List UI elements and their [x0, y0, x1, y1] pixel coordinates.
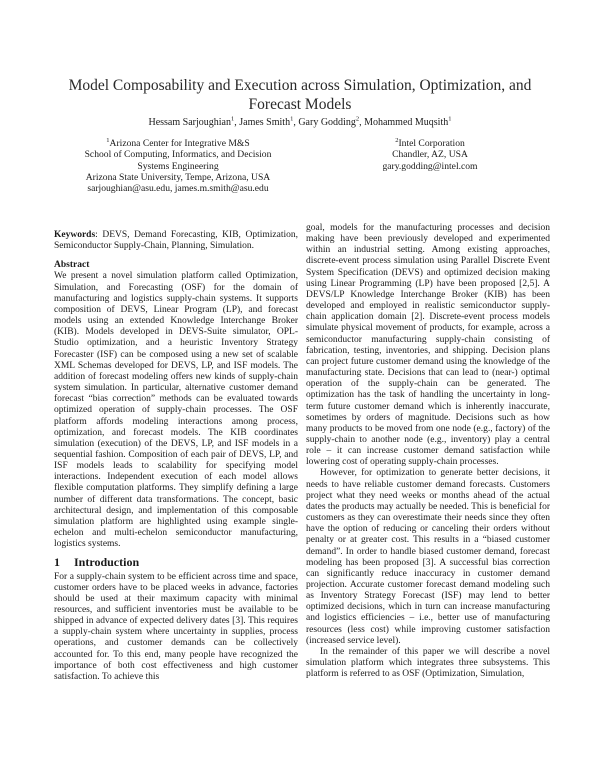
keywords-text: : DEVS, Demand Forecasting, KIB, Optimization, Semiconductor Supply-Chain, Planning, Simulation.	[54, 230, 298, 252]
affiliation-mark: 2	[355, 115, 360, 123]
affiliation-line: Chandler, AZ, USA	[392, 149, 468, 161]
intro-paragraph-continued: goal, models for the manufacturing processes and decision making have been previously developed and experimented within an industrial setting. Among existing approaches, discrete-event process simulation using Parallel Discrete Event System Specification (DEVS) and optimized decision making using Linear Programming (LP) have been proposed [2,5]. A DEVS/LP Knowledge Interchange Broker (KIB) has been developed and employed in realistic semiconductor supply-chain application domain [2]. Discrete-event process models simulate physical movement of products, for example, across a semiconductor manufacturing supply-chain consisting of fabrication, testing, inventories, and shipping. Decision plans can project future customer demand using the knowledge of the manufacturing state. Decisions that can lead to (near-) optimal operation of the supply-chain can be generated. The optimization has the task of handling the uncertainty in long-term future customer demand which is inherently inaccurate, sometimes by orders of magnitude. Decisions such as how many products to be moved from one node (e.g., factory) of the supply-chain to another node (e.g., inventory) play a central role – it can increase customer demand satisfaction while lowering cost of operating supply-chain processes.	[306, 223, 550, 468]
author-separator: ,	[359, 117, 365, 128]
affiliation-mark: 1	[106, 136, 110, 144]
section-heading	[54, 557, 298, 568]
affiliation-line: Systems Engineering	[137, 160, 219, 172]
abstract-heading: Abstract	[54, 260, 90, 271]
author-name: Gary Godding	[298, 117, 356, 128]
section-number: 1	[54, 555, 60, 570]
author-name: Hessam Sarjoughian	[148, 117, 231, 128]
affiliation-asu	[62, 138, 294, 194]
keywords	[54, 230, 298, 252]
right-column	[306, 223, 550, 680]
affiliation-mark: 2	[395, 136, 399, 144]
author-separator: ,	[234, 117, 240, 128]
affiliation-mark: 1	[230, 115, 235, 123]
affiliation-intel	[330, 138, 530, 172]
keywords-label: Keywords	[54, 230, 96, 240]
affiliation-line: Arizona Center for Integrative M&S	[109, 138, 250, 149]
intro-paragraph: However, for optimization to generate better decisions, it needs to have reliable customer demand forecasts. Customers project what they need weeks or months ahead of the actual dates the products may actually be needed. This is beneficial for customers as they can overestimate their needs since they often have the option of reducing or canceling their orders without penalty or at greater cost. This results in a “biased customer demand”. In order to handle biased customer demand, forecast modeling has been proposed [3]. A successful bias correction can significantly reduce inaccuracy in customer demand projection. Accurate customer forecast demand modeling such as Inventory Strategy Forecast (ISF) may lend to better optimized decisions, which in turn can increase manufacturing and logistics efficiencies – i.e., better use of manufacturing resources (less cost) while improving customer satisfaction (increased service level).	[306, 468, 550, 646]
author-list	[40, 117, 560, 129]
affiliation-email: sarjoughian@asu.edu, james.m.smith@asu.edu	[87, 183, 269, 195]
paper-title: Model Composability and Execution across Simulation, Optimization, and Forecast Models	[68, 77, 532, 113]
affiliation-line: Intel Corporation	[398, 138, 465, 149]
intro-paragraph: In the remainder of this paper we will describe a novel simulation platform which integrates three subsystems. This platform is referred to as OSF (Optimization, Simulation,	[306, 646, 550, 680]
left-column	[54, 230, 298, 683]
affiliation-line: School of Computing, Informatics, and Decision	[84, 149, 272, 161]
author-name: James Smith	[239, 117, 291, 128]
section-title: Introduction	[74, 555, 140, 570]
affiliation-mark: 1	[290, 115, 294, 123]
intro-paragraph: For a supply-chain system to be efficient across time and space, customer orders have to be placed weeks in advance, factories should be used at their maximum capacity with minimal resources, and sufficient inventories must be available to be shipped in advance of expected delivery dates [3]. This requires a supply-chain system where uncertainty in supplies, process operations, and customer demands can be collectively accounted for. To this end, many people have recognized the importance of both cost effectiveness and high customer satisfaction. To achieve this	[54, 571, 298, 682]
author-name: Mohammed Muqsith	[364, 117, 449, 128]
affiliation-line: Arizona State University, Tempe, Arizona, USA	[85, 171, 271, 183]
affiliation-mark: 1	[448, 115, 452, 123]
affiliation-email: gary.godding@intel.com	[382, 160, 478, 172]
author-separator: ,	[293, 117, 299, 128]
abstract-text: We present a novel simulation platform called Optimization, Simulation, and Forecasting (OSF) for the domain of manufacturing and logistics supply-chain systems. It supports composition of DEVS, Linear Program (LP), and forecast models using an extended Knowledge Interchange Broker (KIB). Models developed in DEVS-Suite simulator, OPL-Studio optimization, and a heuristic Inventory Strategy Forecaster (ISF) can be composed using a new set of scalable XML Schemas developed for DEVS, LP, and ISF models. The addition of forecast modeling offers new kinds of supply-chain system simulation. In particular, alternative customer demand forecast “bias correction” methods can be evaluated towards optimized operation of supply-chain processes. The OSF platform affords modeling interactions among process, optimization, and forecast models. The KIB coordinates simulation (execution) of the DEVS, LP, and ISF models in a sequential fashion. Composition of each pair of DEVS, LP, and ISF models leads to scalability for specifying model interactions. Independent execution of each model allows flexible computation platforms. They simplify defining a large number of different data transformations. The concept, basic architectural design, and implementation of this composable simulation platform are highlighted using example single-echelon and multi-echelon semiconductor manufacturing, logistics systems.	[54, 271, 298, 550]
